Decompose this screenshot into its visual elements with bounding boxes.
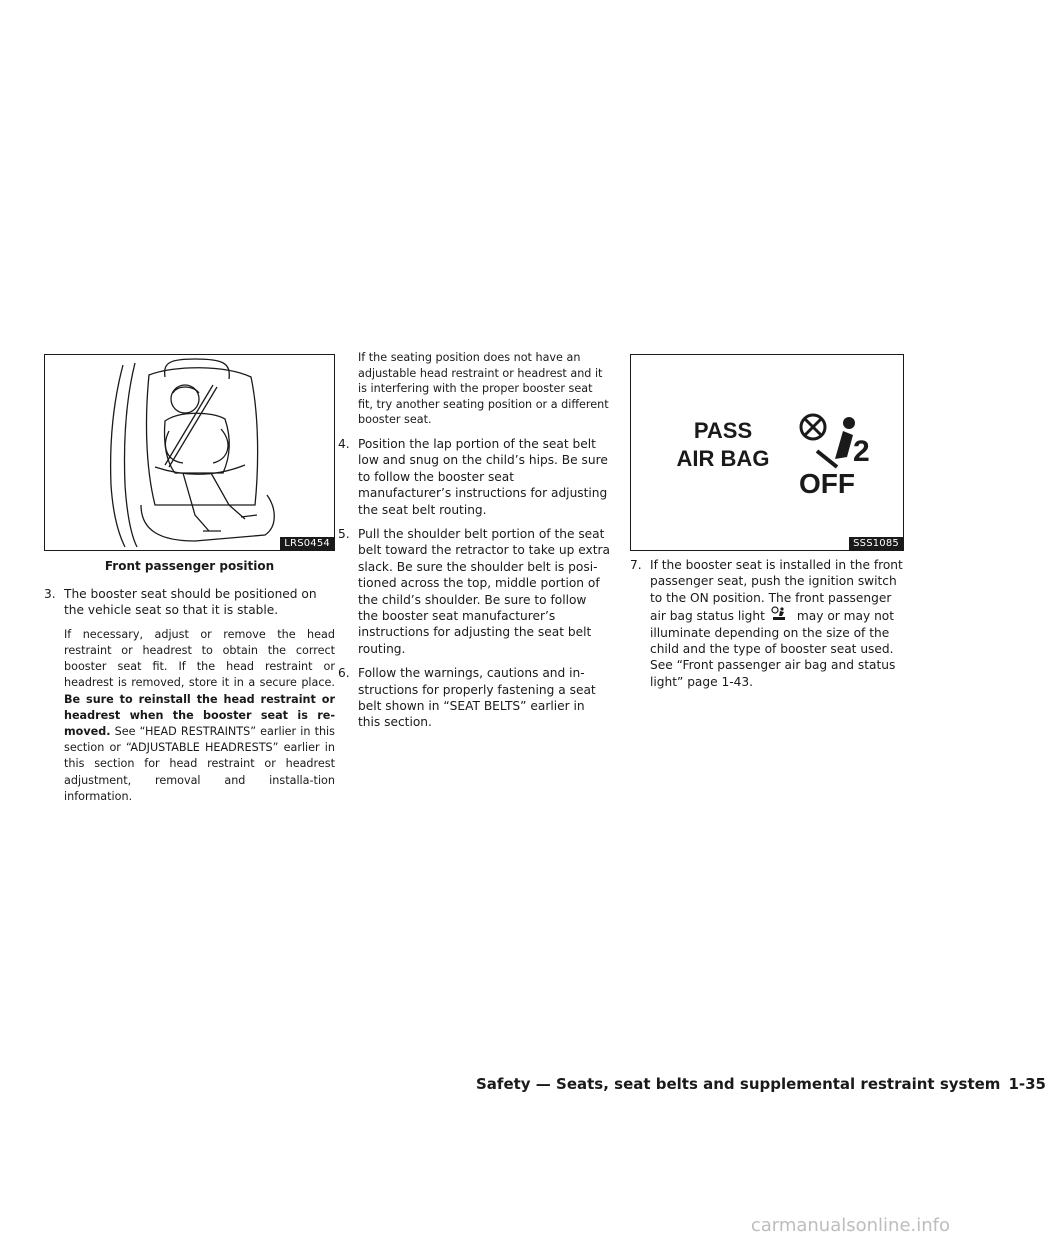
figure-caption: Front passenger position [104,559,275,573]
list-item-3 [44,586,335,619]
column-3 [630,557,904,698]
watermark: carmanualsonline.info [750,1215,950,1236]
list-item-4 [338,436,610,518]
item-text-after: may or may not illuminate depending on the size of the child and the type of booster seat used. See “Front passenger air bag and status light” page 1-43. [650,609,896,689]
item-text: The booster seat should be positioned on the vehicle seat so that it is stable. [64,587,317,618]
figure-pass-air-bag-off [630,354,904,551]
item-number: 5. [338,527,350,541]
page-number: 1-35 [1008,1075,1046,1093]
airbag-status-light-icon [771,606,787,622]
figure-front-passenger-position [44,354,335,551]
airbag-icon-off: OFF [799,468,855,499]
item-text: Position the lap portion of the seat belt low and snug on the child’s hips. Be sure to follow the booster seat manufacturer’s instructions for adjusting the seat belt routing. [358,436,608,517]
item-number: 6. [338,666,350,681]
item-number: 4. [338,436,350,451]
note-warning-bold: Be sure to reinstall the head restraint or headrest when the booster seat is re-moved. [64,692,335,739]
sign-pass-air-bag [661,417,785,473]
item-number: 7. [630,558,642,572]
sign-line-2: AIR BAG [676,446,770,471]
item-text: Pull the shoulder belt portion of the seat belt toward the retractor to take up extra slack. Be sure the shoulder belt is posi-tioned across the top, middle portion of the child’s shoulder. Be sure to follow the booster seat manufacturer’s instructions for adjusting the seat belt routing. [358,527,610,656]
sign-line-1: PASS [693,418,753,443]
item-text-before: If the booster seat is installed in the front passenger seat, push the ignition switch to the ON position. The front passenger air bag status light [650,558,903,624]
figure-code: LRS0454 [280,537,334,550]
item-text [650,557,904,690]
list-item-6 [338,665,610,731]
continuation-note: If the seating position does not have an adjustable head restraint or headrest and it is interfering with the proper booster seat fit, try another seating position or a different booster seat. [358,351,609,427]
note-text: If necessary, adjust or remove the head restraint or headrest to obtain the correct booster seat fit. If the head restraint or headrest is removed, store it in a secure place. [64,627,335,690]
item-number: 3. [44,587,56,601]
child-booster-seat-illustration [45,355,333,549]
figure-code: SSS1085 [849,537,903,550]
footer-title: Safety — Seats, seat belts and supplemental restraint system [476,1075,1001,1093]
list-item-7 [630,557,904,690]
page-footer [476,1075,1046,1093]
airbag-icon-number: 2 [853,435,870,468]
column-1 [44,586,335,813]
item-3-note [64,627,335,805]
column-2 [338,350,610,739]
note-text-after: See “HEAD RESTRAINTS” earlier in this section or “ADJUSTABLE HEADRESTS” earlier in this section for head restraint or headrest adjustment, removal and installa-tion information. [64,725,335,803]
list-item-5 [338,526,610,657]
item-text: Follow the warnings, cautions and in-structions for properly fastening a seat belt shown in “SEAT BELTS” earlier in this section. [358,666,596,730]
